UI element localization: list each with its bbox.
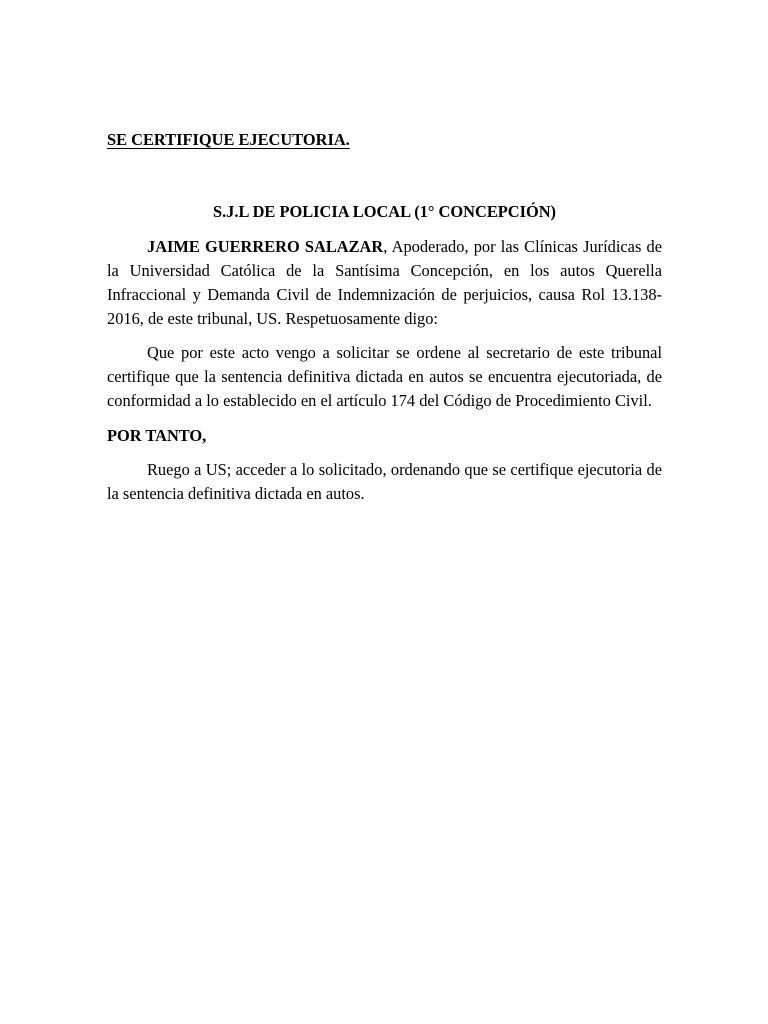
intro-paragraph bbox=[107, 235, 662, 331]
document-body bbox=[107, 128, 662, 506]
attorney-name: JAIME GUERRERO SALAZAR bbox=[147, 237, 384, 256]
conclusion-paragraph: Ruego a US; acceder a lo solicitado, ordenando que se certifique ejecutoria de la sentencia definitiva dictada en autos. bbox=[107, 460, 662, 503]
intro-text: , Apoderado, por las Clínicas Jurídicas de la Universidad Católica de la Santísima Concepción, en los autos Querella Infraccional y Demanda Civil de Indemnización de perjuicios, causa Rol 13.138-2016, de este tribunal, US. Respetuosamente digo: bbox=[107, 237, 662, 328]
conclusion-heading: POR TANTO, bbox=[107, 426, 207, 445]
request-paragraph: Que por este acto vengo a solicitar se ordene al secretario de este tribunal certifique que la sentencia definitiva dictada en autos se encuentra ejecutoriada, de conformidad a lo establecido en el artículo 174 del Código de Procedimiento Civil. bbox=[107, 343, 662, 410]
document-title: SE CERTIFIQUE EJECUTORIA. bbox=[107, 130, 350, 149]
court-heading: S.J.L DE POLICIA LOCAL (1° CONCEPCIÓN) bbox=[212, 202, 557, 221]
